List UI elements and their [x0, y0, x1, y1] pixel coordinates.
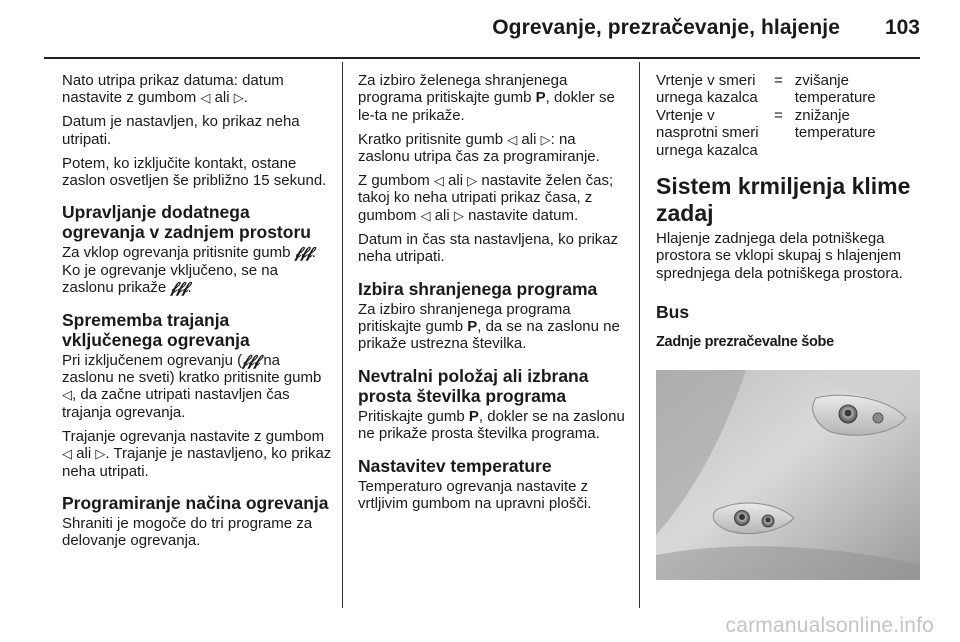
heater-icon: 𝒻𝒻𝒻: [294, 244, 312, 262]
paragraph: Trajanje ogrevanja nastavite z gumbom ◁ ali ▷. Trajanje je nastavljeno, ko prikaz neha utripati.: [62, 427, 332, 480]
left-arrow-icon: ◁: [62, 387, 72, 403]
paragraph: Z gumbom ◁ ali ▷ nastavite želen čas; takoj ko neha utripati prikaz časa, z gumbom ◁ ali ▷ nastavite datum.: [358, 172, 614, 224]
heater-icon: 𝒻𝒻𝒻: [242, 351, 260, 369]
column-divider-2: [639, 62, 640, 608]
section-heading-temperatura: Nastavitev temperature: [358, 455, 552, 476]
rear-vents-photo: [656, 370, 920, 580]
program-key-label: P: [468, 407, 479, 425]
paragraph: Potem, ko izključite kontakt, ostane zaslon osvetljen še približno 15 sekund.: [62, 154, 327, 190]
paragraph: Hlajenje zadnjega dela potniškega prostora se vklopi skupaj s hlajenjem sprednjega dela potniškega prostora.: [656, 230, 903, 282]
right-arrow-icon: ▷: [540, 131, 551, 147]
rotation-table: [656, 72, 922, 159]
section-heading-izbira: Izbira shranjenega programa: [358, 278, 598, 299]
paragraph: Pritiskajte gumb P, dokler se na zaslonu ne prikaže prosta številka programa.: [358, 407, 625, 443]
header-rule: [44, 57, 920, 59]
column-2: [358, 72, 628, 519]
section-heading-trajanja: Sprememba trajanja vključenega ogrevanja: [62, 309, 250, 350]
section-heading-bus: Bus: [656, 302, 690, 323]
paragraph: Pri izključenem ogrevanju (𝒻𝒻𝒻 na zaslonu ne sveti) kratko pritisnite gumb ◁, da začne utripati nastavljen čas trajanja ogrevanja.: [62, 351, 322, 421]
section-heading-nevtralni: Nevtralni položaj ali izbrana prosta številka programa: [358, 365, 589, 406]
left-arrow-icon: ◁: [62, 446, 72, 462]
table-row: Vrtenje v smeri urnega kazalca = zvišanje temperature: [656, 72, 876, 107]
section-heading-dodatnega: Upravljanje dodatnega ogrevanja v zadnjem prostoru: [62, 202, 311, 243]
column-3: [656, 72, 922, 362]
paragraph: Kratko pritisnite gumb ◁ ali ▷: na zaslonu utripa čas za programiranje.: [358, 130, 600, 166]
paragraph: Za izbiro želenega shranjenega programa pritiskajte gumb P, dokler se le-ta ne prikaže.: [358, 72, 615, 124]
paragraph: Datum in čas sta nastavljena, ko prikaz neha utripati.: [358, 230, 619, 266]
column-1: [62, 72, 332, 556]
right-arrow-icon: ▷: [467, 173, 478, 189]
paragraph: Za vklop ogrevanja pritisnite gumb 𝒻𝒻𝒻. Ko je ogrevanje vključeno, se na zaslonu prikaže 𝒻𝒻𝒻.: [62, 244, 316, 297]
page-number: 103: [884, 16, 920, 39]
left-arrow-icon: ◁: [433, 173, 444, 189]
right-arrow-icon: ▷: [233, 90, 244, 106]
left-arrow-icon: ◁: [200, 90, 211, 106]
paragraph: Shraniti je mogoče do tri programe za delovanje ogrevanja.: [62, 515, 313, 550]
paragraph: Datum je nastavljen, ko prikaz neha utripati.: [62, 113, 300, 148]
paragraph: Temperaturo ogrevanja nastavite z vrtljivim gumbom na upravni plošči.: [358, 477, 592, 512]
paragraph: Za izbiro shranjenega programa pritiskajte gumb P, da se na zaslonu ne prikaže ustrezna številka.: [358, 300, 620, 353]
program-key-label: P: [467, 317, 478, 335]
section-heading-programiranje: Programiranje načina ogrevanja: [62, 493, 329, 513]
column-divider-1: [342, 62, 343, 608]
left-arrow-icon: ◁: [507, 131, 518, 147]
section-heading-sistem: Sistem krmiljenja klime zadaj: [656, 173, 911, 227]
right-arrow-icon: ▷: [95, 446, 106, 462]
right-arrow-icon: ▷: [453, 207, 464, 223]
left-arrow-icon: ◁: [420, 207, 431, 223]
program-key-label: P: [535, 89, 546, 107]
paragraph: Nato utripa prikaz datuma: datum nastavite z gumbom ◁ ali ▷.: [62, 72, 284, 107]
watermark: carmanualsonline.info: [725, 614, 934, 637]
section-heading-sobe: Zadnje prezračevalne šobe: [656, 334, 834, 351]
table-row: Vrtenje v nasprotni smeri urnega kazalca = znižanje temperature: [656, 106, 876, 159]
header-title: Ogrevanje, prezračevanje, hlajenje: [492, 16, 840, 39]
heater-icon: 𝒻𝒻𝒻: [170, 279, 188, 297]
